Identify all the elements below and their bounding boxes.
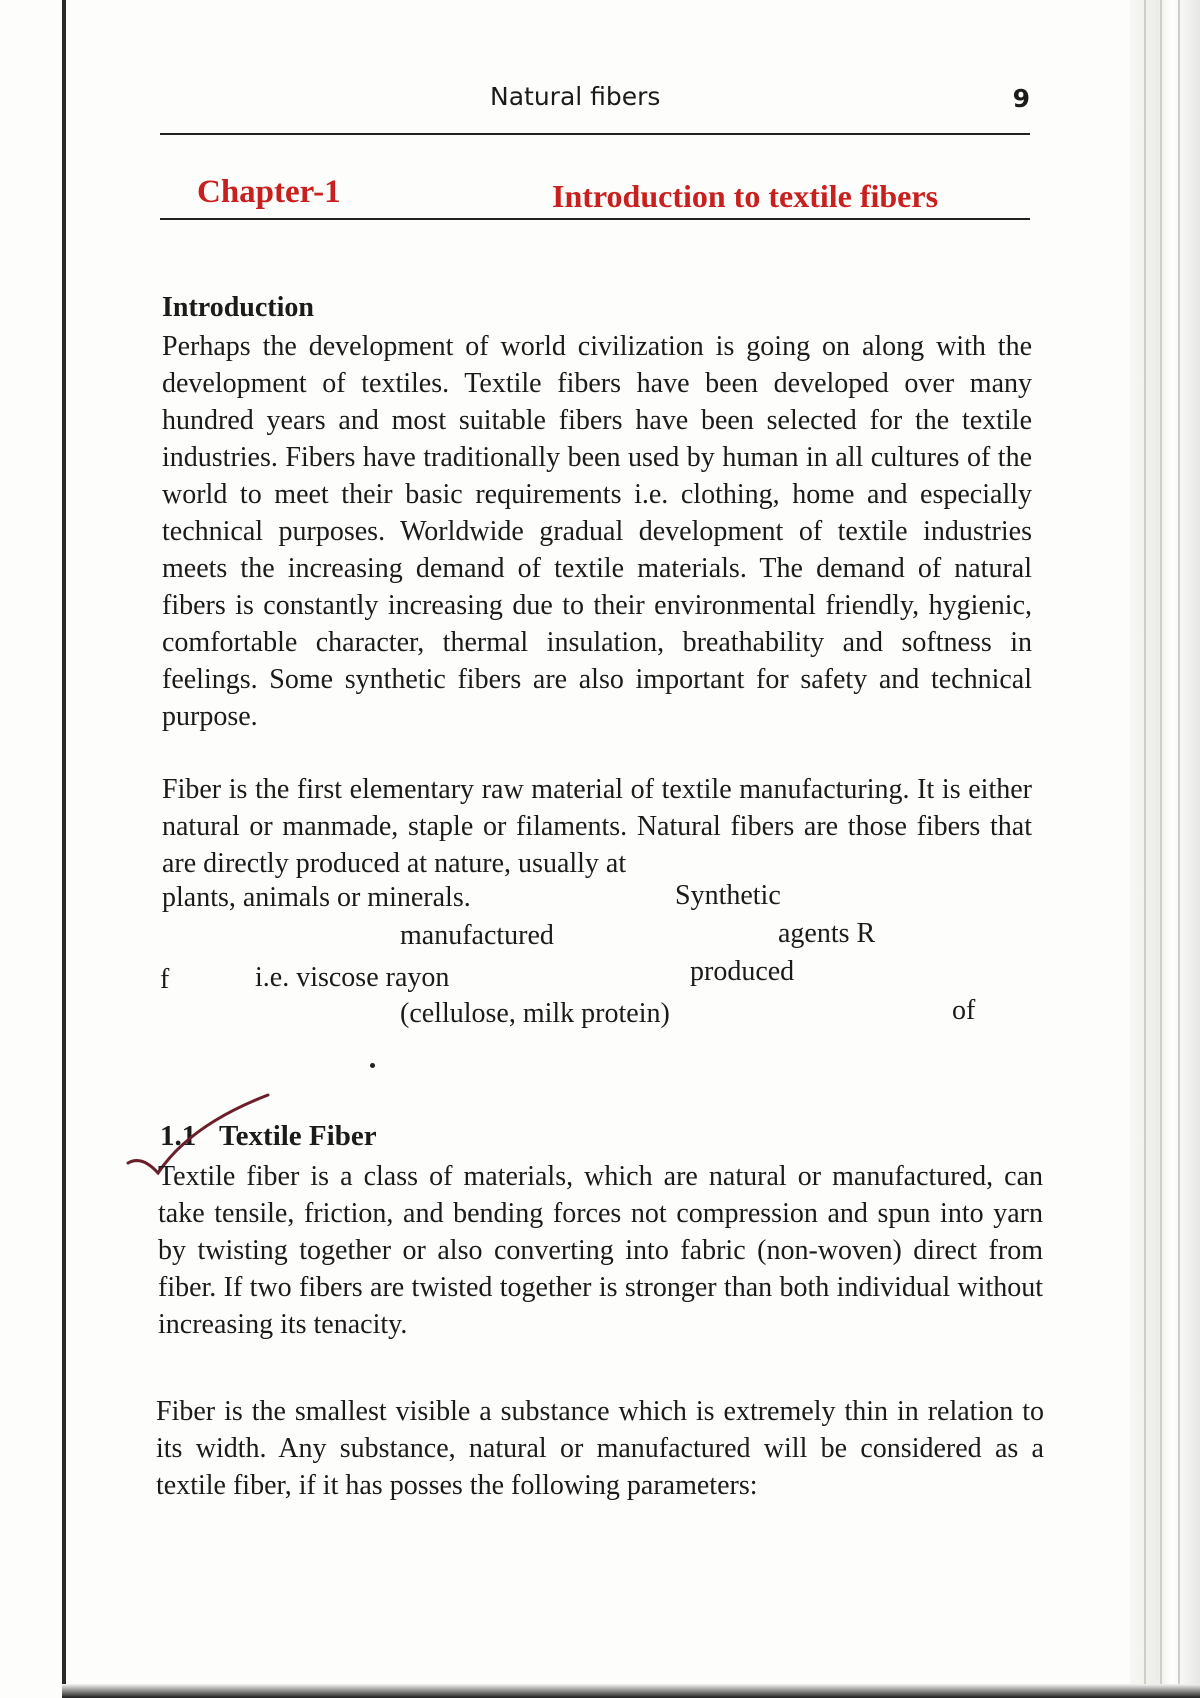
running-header xyxy=(160,78,1030,118)
fragment-agents: agents R xyxy=(778,918,876,949)
page-bottom-edge-shadow xyxy=(62,1684,1200,1698)
chapter-rule xyxy=(160,218,1030,220)
book-page-stack xyxy=(1130,0,1200,1698)
intro-paragraph-1: Perhaps the development of world civilization is going on along with the development of textiles. Textile fibers have been developed over many hundred years and most suitable fibers have been selected for the textile industries. Fibers have traditionally been used by human in all cultures of the world to meet their basic requirements i.e. clothing, home and especially technical purposes. Worldwide gradual development of textile industries meets the increasing demand of textile materials. The demand of natural fibers is constantly increasing due to their environmental friendly, hygienic, comfortable character, thermal insulation, breathability and softness in feelings. Some synthetic fibers are also important for safety and technical purpose. xyxy=(162,331,1032,732)
section-heading-introduction: Introduction xyxy=(162,292,314,323)
page-left-edge-shadow xyxy=(62,0,66,1698)
fragment-f: f xyxy=(160,964,170,995)
chapter-number: Chapter-1 xyxy=(197,174,341,210)
running-title: Natural fibers xyxy=(490,82,661,111)
fragment-of: of xyxy=(952,995,976,1026)
textile-fiber-paragraph-2: Fiber is the smallest visible a substance which is extremely thin in relation to its width. Any substance, natural or manufactured will be considered as a textile fiber, if it has posses the following parameters: xyxy=(156,1396,1044,1501)
textile-fiber-paragraph-1: Textile fiber is a class of materials, which are natural or manufactured, can take tensile, friction, and bending forces not compression and spun into yarn by twisting together or also converting into fabric (non-woven) direct from fiber. If two fibers are twisted together is stronger than both individual without increasing its tenacity. xyxy=(158,1161,1043,1340)
fragment-manufactured: manufactured xyxy=(400,920,554,951)
intro-paragraph-2: Fiber is the first elementary raw material of textile manufacturing. It is either natural or manmade, staple or filaments. Natural fibers are those fibers that are directly produced at nature, usually at xyxy=(162,774,1032,879)
fragment-cellulose: (cellulose, milk protein) xyxy=(400,998,670,1029)
fragment-synthetic: Synthetic xyxy=(675,880,781,911)
header-rule xyxy=(160,133,1030,135)
stray-dot xyxy=(370,1063,375,1068)
page-number: 9 xyxy=(1012,84,1030,113)
fragment-viscose: i.e. viscose rayon xyxy=(255,962,450,993)
section-number: 1.1 xyxy=(160,1120,197,1152)
chapter-title: Introduction to textile fibers xyxy=(552,178,939,214)
intro-line-plants: plants, animals or minerals. xyxy=(162,882,471,913)
chapter-heading xyxy=(160,174,1030,220)
section-title: Textile Fiber xyxy=(218,1120,377,1152)
fragment-produced: produced xyxy=(690,956,795,987)
